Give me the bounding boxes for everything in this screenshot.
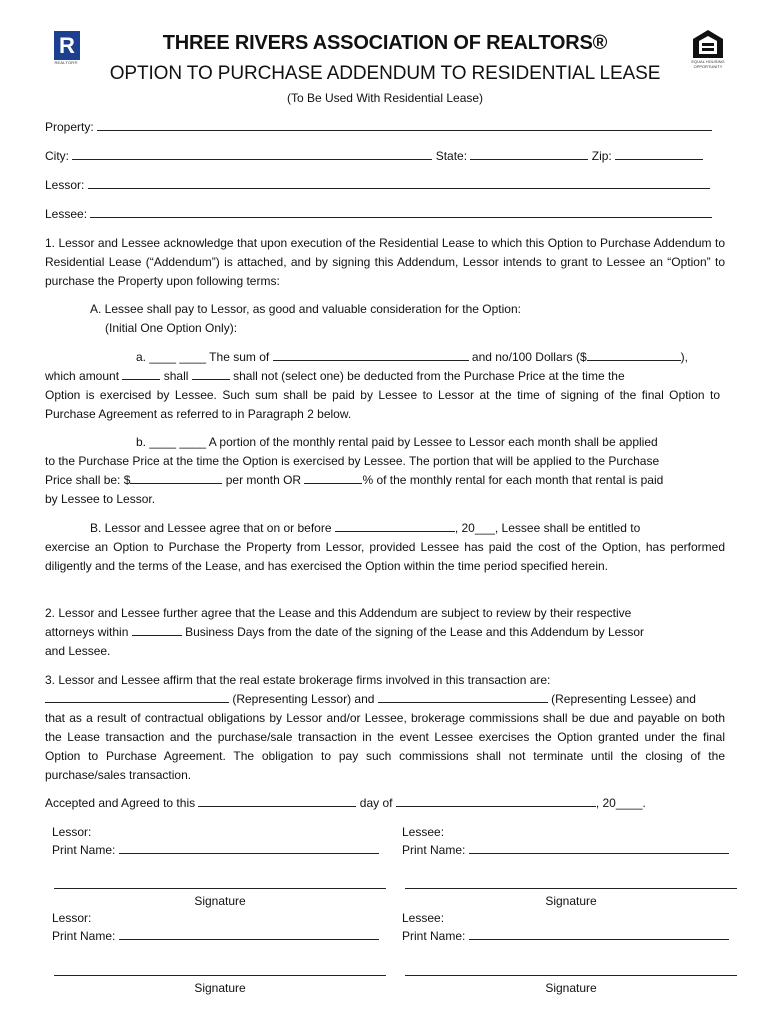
lessee-row [45,205,712,224]
paragraph-b-line1 [90,519,640,538]
paragraph-1: 1. Lessor and Lessee acknowledge that upon execution of the Residential Lease to which this Option to Purchase Addendum to Residential Lease (“Addendum”) is attached, and by signing this Addendum, Lessor intends to grant to Lessee an “Option” to purchase the Property upon following terms: [45,236,725,288]
lessor2-signature-line[interactable] [54,975,386,976]
lessor-signature-caption: Signature [194,894,246,908]
lessee2-signature-caption: Signature [545,981,597,995]
paragraph-3-rest: that as a result of contractual obligations by Lessor and/or Lessee, brokerage commissions shall be due and payable on both the Lease transaction and the purchase/sale transaction in the event Lessee exercises the Option granted under the final Option to Purchase Agreement. The obligation to pay such commissions shall not terminate until the closing of the purchase/sales transaction. [45,711,725,782]
lessee2-print-name-field[interactable] [469,927,729,940]
sig1-lessee-print-row [402,841,729,860]
lessee-print-name-field[interactable] [469,841,729,854]
paragraph-2-line2-end: Business Days from the date of the signing of the Lease and this Addendum by Lessor [185,625,645,639]
paragraph-3-line2-end: (Representing Lessee) and [551,692,696,706]
city-row [45,147,703,166]
city-label: City: [45,149,69,163]
state-label: State: [435,149,468,163]
form-subtitle: (To Be Used With Residential Lease) [286,91,484,105]
accepted-mid: day of [359,796,393,810]
print-name-label: Print Name: [402,843,466,857]
option-b-line4: by Lessee to Lessor. [45,492,156,506]
property-label: Property: [45,120,94,134]
association-title: THREE RIVERS ASSOCIATION OF REALTORS® [162,32,608,54]
paragraph-3-line2 [45,690,696,709]
sig1-lessor-label: Lessor: [52,825,92,839]
print-name-label: Print Name: [402,929,466,943]
accepted-month-field[interactable] [396,794,596,807]
option-a-line2-start: which amount [45,369,120,383]
realtor-logo-letter: R [59,33,75,58]
paragraph-b-rest: exercise an Option to Purchase the Property from Lessor, provided Lessee has paid the cost of the Option, has performed diligently and the terms of the Lease, and has exercised the Option within the time period specified herein. [45,540,725,573]
option-a-end: ), [680,350,688,364]
option-b-line3 [45,471,663,490]
option-b-line3-end: % of the monthly rental for each month that rental is paid [362,473,664,487]
lessor-print-name-field[interactable] [119,841,379,854]
amount-shall-field[interactable] [122,367,160,380]
option-a-mid: and no/100 Dollars ($ [471,350,587,364]
property-row [45,118,712,137]
sig1-lessor-print-row [52,841,379,860]
lessor-signature-line[interactable] [54,888,386,889]
paragraph-a-line2: (Initial One Option Only): [105,321,238,335]
print-name-label: Print Name: [52,929,116,943]
amount-shall-not-field[interactable] [192,367,230,380]
paragraph-b-mid: , 20___, Lessee shall be entitled to [454,521,641,535]
lessee-field[interactable] [90,205,712,218]
lessee-signature-caption: Signature [545,894,597,908]
option-a-prefix: a. ____ ____ The sum of [136,350,270,364]
sum-amount-field[interactable] [587,348,681,361]
sig2-lessor-print-row [52,927,379,946]
paragraph-2-line2 [45,623,644,642]
option-b-line3-mid: per month OR [225,473,302,487]
option-b-line2: to the Purchase Price at the time the Option is exercised by Lessee. The portion that will be applied to the Purchase [45,454,660,468]
paragraph-b-start: B. Lessor and Lessee agree that on or before [90,521,332,535]
lessee-label: Lessee: [45,207,88,221]
option-a-line2 [45,367,625,386]
option-b-line3-start: Price shall be: $ [45,473,131,487]
lessor2-signature-caption: Signature [194,981,246,995]
equal-housing-caption: EQUAL HOUSING OPPORTUNITY [691,59,725,69]
lessee-signature-line[interactable] [405,888,737,889]
lessor-field[interactable] [88,176,710,189]
business-days-field[interactable] [132,623,182,636]
option-b-line1: b. ____ ____ A portion of the monthly rental paid by Lessee to Lessor each month shall be applied [136,435,658,449]
sum-words-field[interactable] [273,348,469,361]
lessee2-signature-line[interactable] [405,975,737,976]
lessor2-print-name-field[interactable] [119,927,379,940]
accepted-start: Accepted and Agreed to this [45,796,196,810]
property-field[interactable] [97,118,712,131]
option-a-shall: shall [163,369,189,383]
accepted-end: , 20____. [595,796,646,810]
form-title: OPTION TO PURCHASE ADDENDUM TO RESIDENTIAL LEASE [109,63,661,84]
paragraph-2-line3: and Lessee. [45,644,111,658]
accepted-day-field[interactable] [198,794,356,807]
sig2-lessor-label: Lessor: [52,911,92,925]
city-field[interactable] [72,147,432,160]
sig1-lessee-label: Lessee: [402,825,445,839]
paragraph-a-line1: A. Lessee shall pay to Lessor, as good and valuable consideration for the Option: [90,302,521,316]
lessee-broker-field[interactable] [378,690,548,703]
state-field[interactable] [470,147,588,160]
paragraph-3-line2-mid: (Representing Lessor) and [232,692,375,706]
realtor-logo-caption: REALTOR® [54,60,78,65]
monthly-amount-field[interactable] [130,471,222,484]
monthly-percent-field[interactable] [304,471,362,484]
lessor-broker-field[interactable] [45,690,229,703]
option-a-line2-end: shall not (select one) be deducted from the Purchase Price at the time the [233,369,625,383]
print-name-label: Print Name: [52,843,116,857]
option-a-rest: Option is exercised by Lessee. Such sum shall be paid by Lessee to Lessor at the time of signing of the final Option to Purchase Agreement as referred to in Paragraph 2 below. [45,388,720,421]
paragraph-2-line1: 2. Lessor and Lessee further agree that the Lease and this Addendum are subject to review by their respective [45,606,632,620]
lessor-row [45,176,710,195]
paragraph-2-line2-start: attorneys within [45,625,129,639]
sig2-lessee-label: Lessee: [402,911,445,925]
lessor-label: Lessor: [45,178,85,192]
accepted-line [45,794,646,813]
deadline-date-field[interactable] [335,519,455,532]
sig2-lessee-print-row [402,927,729,946]
paragraph-3-line1: 3. Lessor and Lessee affirm that the real estate brokerage firms involved in this transaction are: [45,673,551,687]
zip-field[interactable] [615,147,703,160]
zip-label: Zip: [591,149,612,163]
option-a-line1 [136,348,688,367]
